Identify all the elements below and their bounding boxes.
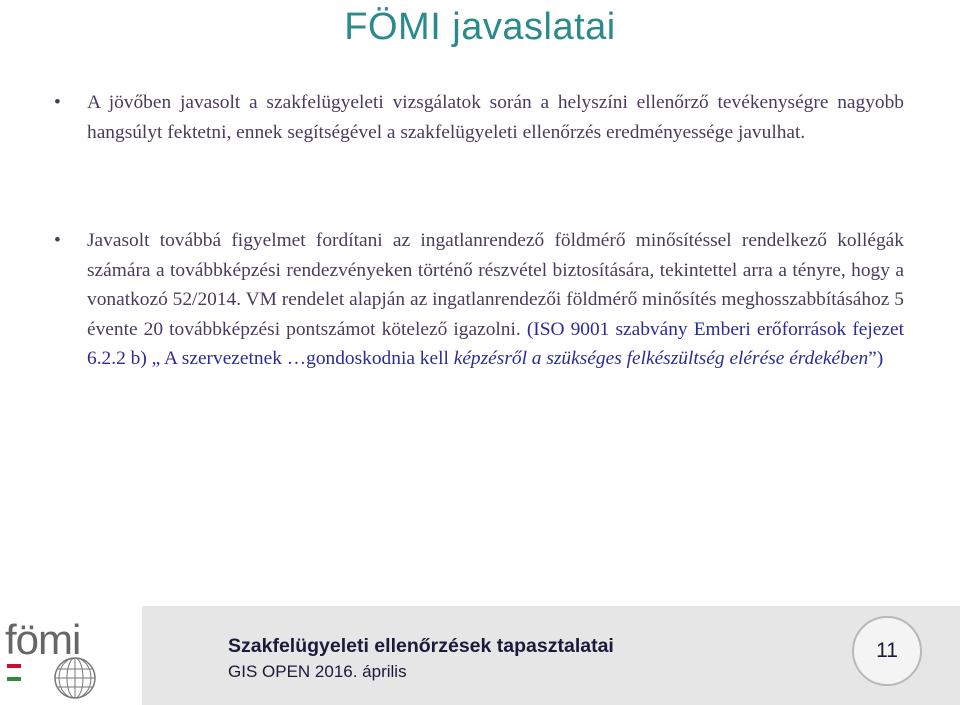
page-title: FÖMI javaslatai — [344, 6, 616, 48]
bullet-item-1 — [54, 88, 904, 147]
bullet-item-2 — [54, 226, 904, 374]
footer-title: Szakfelügyeleti ellenőrzések tapasztalatai — [228, 635, 614, 657]
iso-quote-suffix: ”) — [868, 348, 884, 369]
fomi-logo — [5, 616, 139, 702]
page-number: 11 — [852, 616, 922, 686]
globe-icon — [5, 616, 139, 702]
bullet-dot-icon: • — [54, 92, 61, 113]
iso-quote-prefix: (ISO 9001 szabvány Emberi erőforrások fejezet 6.2.2 b) „ A szervezetnek …gondoskodnia kell — [87, 318, 904, 369]
bullet-text: A jövőben javasolt a szakfelügyeleti vizsgálatok során a helyszíni ellenőrző tevékenységre nagyobb hangsúlyt fektetni, ennek segítségével a szakfelügyeleti ellenőrzés eredményessége javulhat. — [87, 92, 904, 143]
bullet-text: Javasolt továbbá figyelmet fordítani az ingatlanrendező földmérő minősítéssel rendelkező kollégák számára a továbbképzési rendezvényeken történő részvétel biztosítására, tekintettel arra a tényre, hogy a vonatkozó 52/2014. VM rendelet alapján az ingatlanrendezői földmérő minősítés meghosszabbításához 5 évente 20 továbbképzési pontszámot kötelező igazolni. — [87, 230, 904, 340]
iso-quote-italic: képzésről a szükséges felkészültség elérése érdekében — [453, 348, 869, 369]
footer-subtitle: GIS OPEN 2016. április — [228, 662, 407, 681]
logo-text: fömi — [5, 616, 81, 663]
footer — [0, 606, 960, 705]
bullet-list — [54, 88, 904, 374]
bullet-dot-icon: • — [54, 230, 61, 251]
